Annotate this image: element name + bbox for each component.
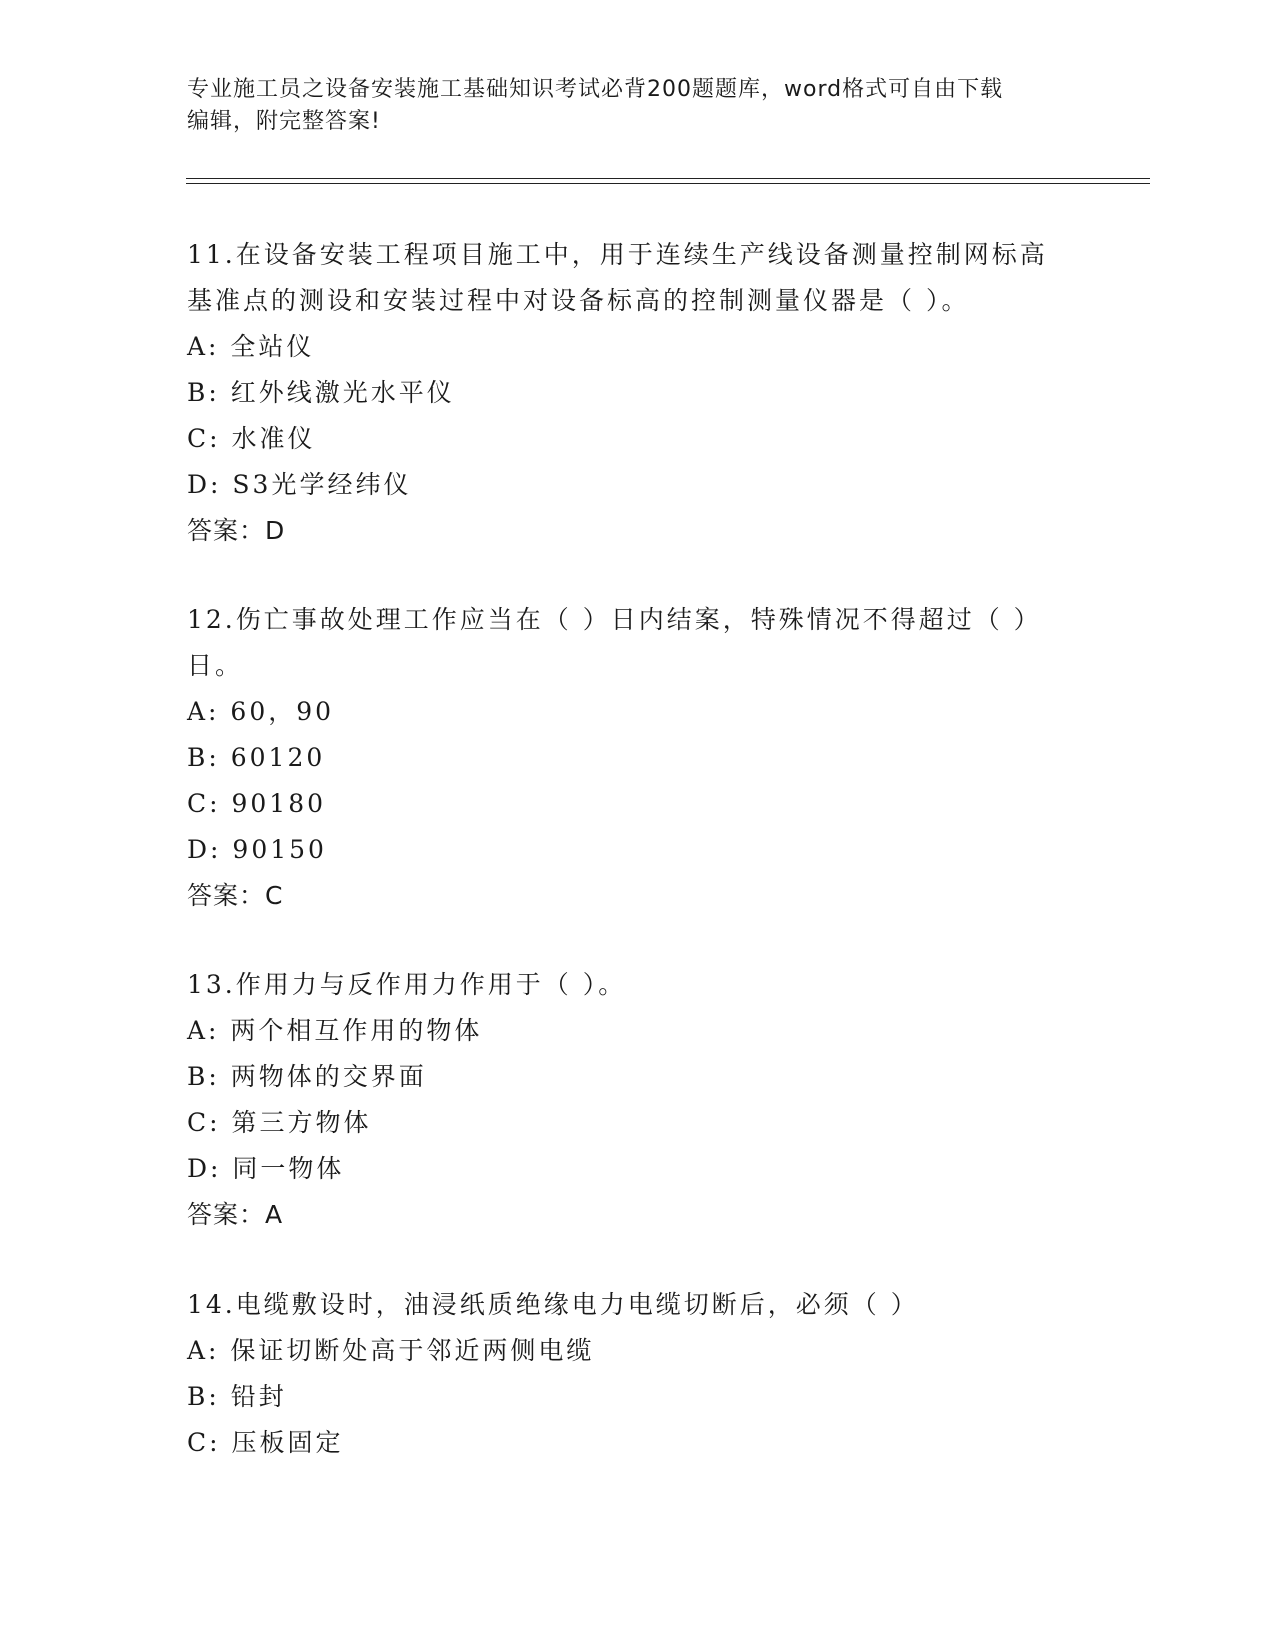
answer-line: 答案：D bbox=[187, 516, 286, 545]
question-stem-line: 14.电缆敷设时，油浸纸质绝缘电力电缆切断后，必须（ ） bbox=[187, 1290, 919, 1319]
option-d: D: 90150 bbox=[187, 835, 327, 864]
option-c: C: 压板固定 bbox=[187, 1428, 344, 1457]
answer-line: 答案：C bbox=[187, 881, 284, 910]
question-13 bbox=[187, 962, 1087, 1238]
option-c: C: 第三方物体 bbox=[187, 1108, 372, 1137]
option-a: A: 保证切断处高于邻近两侧电缆 bbox=[187, 1336, 595, 1365]
question-stem-line: 基准点的测设和安装过程中对设备标高的控制测量仪器是（ ）。 bbox=[187, 286, 970, 315]
question-stem bbox=[187, 597, 1087, 689]
header-line-1: 专业施工员之设备安装施工基础知识考试必背200题题库，word格式可自由下载 bbox=[187, 77, 1004, 102]
question-stem bbox=[187, 962, 1087, 1008]
question-14 bbox=[187, 1282, 1087, 1466]
option-c: C: 90180 bbox=[187, 789, 327, 818]
option-b: B: 铅封 bbox=[187, 1382, 287, 1411]
question-stem bbox=[187, 1282, 1087, 1328]
answer-line: 答案：A bbox=[187, 1200, 284, 1229]
option-b: B: 两物体的交界面 bbox=[187, 1062, 427, 1091]
header-line-2: 编辑，附完整答案! bbox=[187, 109, 381, 134]
option-b: B: 红外线激光水平仪 bbox=[187, 378, 455, 407]
option-a: A: 60，90 bbox=[187, 697, 335, 726]
document-header bbox=[187, 74, 1087, 138]
option-b: B: 60120 bbox=[187, 743, 326, 772]
question-12 bbox=[187, 597, 1087, 919]
option-d: D: 同一物体 bbox=[187, 1154, 345, 1183]
question-stem-line: 12.伤亡事故处理工作应当在（ ）日内结案，特殊情况不得超过（ ） bbox=[187, 605, 1042, 634]
question-stem-line: 日。 bbox=[187, 651, 244, 680]
option-a: A: 两个相互作用的物体 bbox=[187, 1016, 483, 1045]
option-c: C: 水准仪 bbox=[187, 424, 316, 453]
question-stem-line: 13.作用力与反作用力作用于（ ）。 bbox=[187, 970, 627, 999]
option-a: A: 全站仪 bbox=[187, 332, 315, 361]
header-divider-top bbox=[186, 178, 1150, 179]
question-stem-line: 11.在设备安装工程项目施工中，用于连续生产线设备测量控制网标高 bbox=[187, 240, 1048, 269]
header-divider-bottom bbox=[186, 183, 1150, 184]
option-d: D: S3光学经纬仪 bbox=[187, 470, 412, 499]
question-stem bbox=[187, 232, 1087, 324]
question-11 bbox=[187, 232, 1087, 554]
